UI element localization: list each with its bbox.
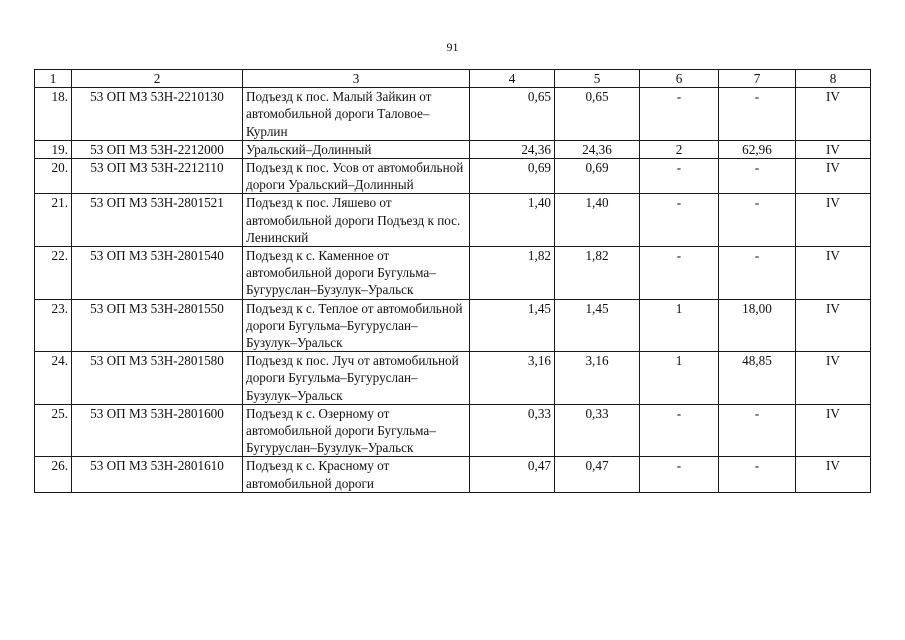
column-header: 4: [470, 70, 555, 88]
road-name-cell: Уральский–Долинный: [243, 140, 470, 158]
table-row: [35, 247, 871, 300]
length-cell: 1,40: [555, 194, 640, 247]
category-cell: IV: [796, 159, 871, 194]
road-id-cell: 53 ОП МЗ 53Н-2210130: [72, 88, 243, 141]
table-row: [35, 88, 871, 141]
road-name-cell: Подъезд к с. Озерному от автомобильной дороги Бугульма–Бугуруслан–Бузулук–Уральск: [243, 404, 470, 457]
length-cell: 1,45: [470, 299, 555, 352]
road-id-cell: 53 ОП МЗ 53Н-2212110: [72, 159, 243, 194]
bridge-length-cell: -: [719, 88, 796, 141]
roads-table: [34, 69, 871, 493]
row-number: 25.: [35, 404, 72, 457]
category-cell: IV: [796, 404, 871, 457]
length-cell: 0,69: [555, 159, 640, 194]
road-name-cell: Подъезд к пос. Ляшево от автомобильной дороги Подъезд к пос. Ленинский: [243, 194, 470, 247]
bridge-length-cell: -: [719, 457, 796, 492]
page-number: 91: [446, 40, 459, 54]
length-cell: 0,33: [470, 404, 555, 457]
category-cell: IV: [796, 247, 871, 300]
road-name-cell: Подъезд к пос. Усов от автомобильной дороги Уральский–Долинный: [243, 159, 470, 194]
count-cell: -: [640, 194, 719, 247]
category-cell: IV: [796, 194, 871, 247]
row-number: 20.: [35, 159, 72, 194]
column-header: 5: [555, 70, 640, 88]
length-cell: 3,16: [555, 352, 640, 405]
length-cell: 0,33: [555, 404, 640, 457]
row-number: 22.: [35, 247, 72, 300]
table-row: [35, 299, 871, 352]
count-cell: 1: [640, 299, 719, 352]
bridge-length-cell: -: [719, 247, 796, 300]
length-cell: 1,40: [470, 194, 555, 247]
table-row: [35, 404, 871, 457]
bridge-length-cell: 18,00: [719, 299, 796, 352]
road-name-cell: Подъезд к с. Теплое от автомобильной дороги Бугульма–Бугуруслан–Бузулук–Уральск: [243, 299, 470, 352]
bridge-length-cell: 48,85: [719, 352, 796, 405]
bridge-length-cell: -: [719, 159, 796, 194]
column-header: 8: [796, 70, 871, 88]
road-name-cell: Подъезд к с. Каменное от автомобильной дороги Бугульма–Бугуруслан–Бузулук–Уральск: [243, 247, 470, 300]
table-row: [35, 457, 871, 492]
column-header: 3: [243, 70, 470, 88]
road-id-cell: 53 ОП МЗ 53Н-2801610: [72, 457, 243, 492]
road-id-cell: 53 ОП МЗ 53Н-2801521: [72, 194, 243, 247]
road-id-cell: 53 ОП МЗ 53Н-2801600: [72, 404, 243, 457]
count-cell: -: [640, 404, 719, 457]
row-number: 23.: [35, 299, 72, 352]
category-cell: IV: [796, 299, 871, 352]
table-row: [35, 194, 871, 247]
length-cell: 0,65: [470, 88, 555, 141]
category-cell: IV: [796, 457, 871, 492]
row-number: 21.: [35, 194, 72, 247]
row-number: 18.: [35, 88, 72, 141]
row-number: 19.: [35, 140, 72, 158]
count-cell: -: [640, 159, 719, 194]
bridge-length-cell: -: [719, 194, 796, 247]
length-cell: 0,65: [555, 88, 640, 141]
row-number: 26.: [35, 457, 72, 492]
table-header-row: [35, 70, 871, 88]
bridge-length-cell: 62,96: [719, 140, 796, 158]
count-cell: -: [640, 457, 719, 492]
road-id-cell: 53 ОП МЗ 53Н-2801540: [72, 247, 243, 300]
road-id-cell: 53 ОП МЗ 53Н-2801580: [72, 352, 243, 405]
road-id-cell: 53 ОП МЗ 53Н-2212000: [72, 140, 243, 158]
column-header: 7: [719, 70, 796, 88]
length-cell: 1,82: [470, 247, 555, 300]
length-cell: 0,69: [470, 159, 555, 194]
column-header: 1: [35, 70, 72, 88]
length-cell: 24,36: [555, 140, 640, 158]
count-cell: -: [640, 88, 719, 141]
road-name-cell: Подъезд к пос. Малый Зайкин от автомобильной дороги Таловое–Курлин: [243, 88, 470, 141]
category-cell: IV: [796, 352, 871, 405]
column-header: 2: [72, 70, 243, 88]
count-cell: 2: [640, 140, 719, 158]
count-cell: -: [640, 247, 719, 300]
table-row: [35, 352, 871, 405]
length-cell: 0,47: [470, 457, 555, 492]
table-row: [35, 140, 871, 158]
column-header: 6: [640, 70, 719, 88]
road-name-cell: Подъезд к пос. Луч от автомобильной дороги Бугульма–Бугуруслан–Бузулук–Уральск: [243, 352, 470, 405]
table-row: [35, 159, 871, 194]
bridge-length-cell: -: [719, 404, 796, 457]
length-cell: 3,16: [470, 352, 555, 405]
length-cell: 1,45: [555, 299, 640, 352]
length-cell: 24,36: [470, 140, 555, 158]
count-cell: 1: [640, 352, 719, 405]
road-id-cell: 53 ОП МЗ 53Н-2801550: [72, 299, 243, 352]
table-body: [35, 70, 871, 493]
category-cell: IV: [796, 140, 871, 158]
length-cell: 0,47: [555, 457, 640, 492]
category-cell: IV: [796, 88, 871, 141]
road-name-cell: Подъезд к с. Красному от автомобильной дороги: [243, 457, 470, 492]
row-number: 24.: [35, 352, 72, 405]
length-cell: 1,82: [555, 247, 640, 300]
